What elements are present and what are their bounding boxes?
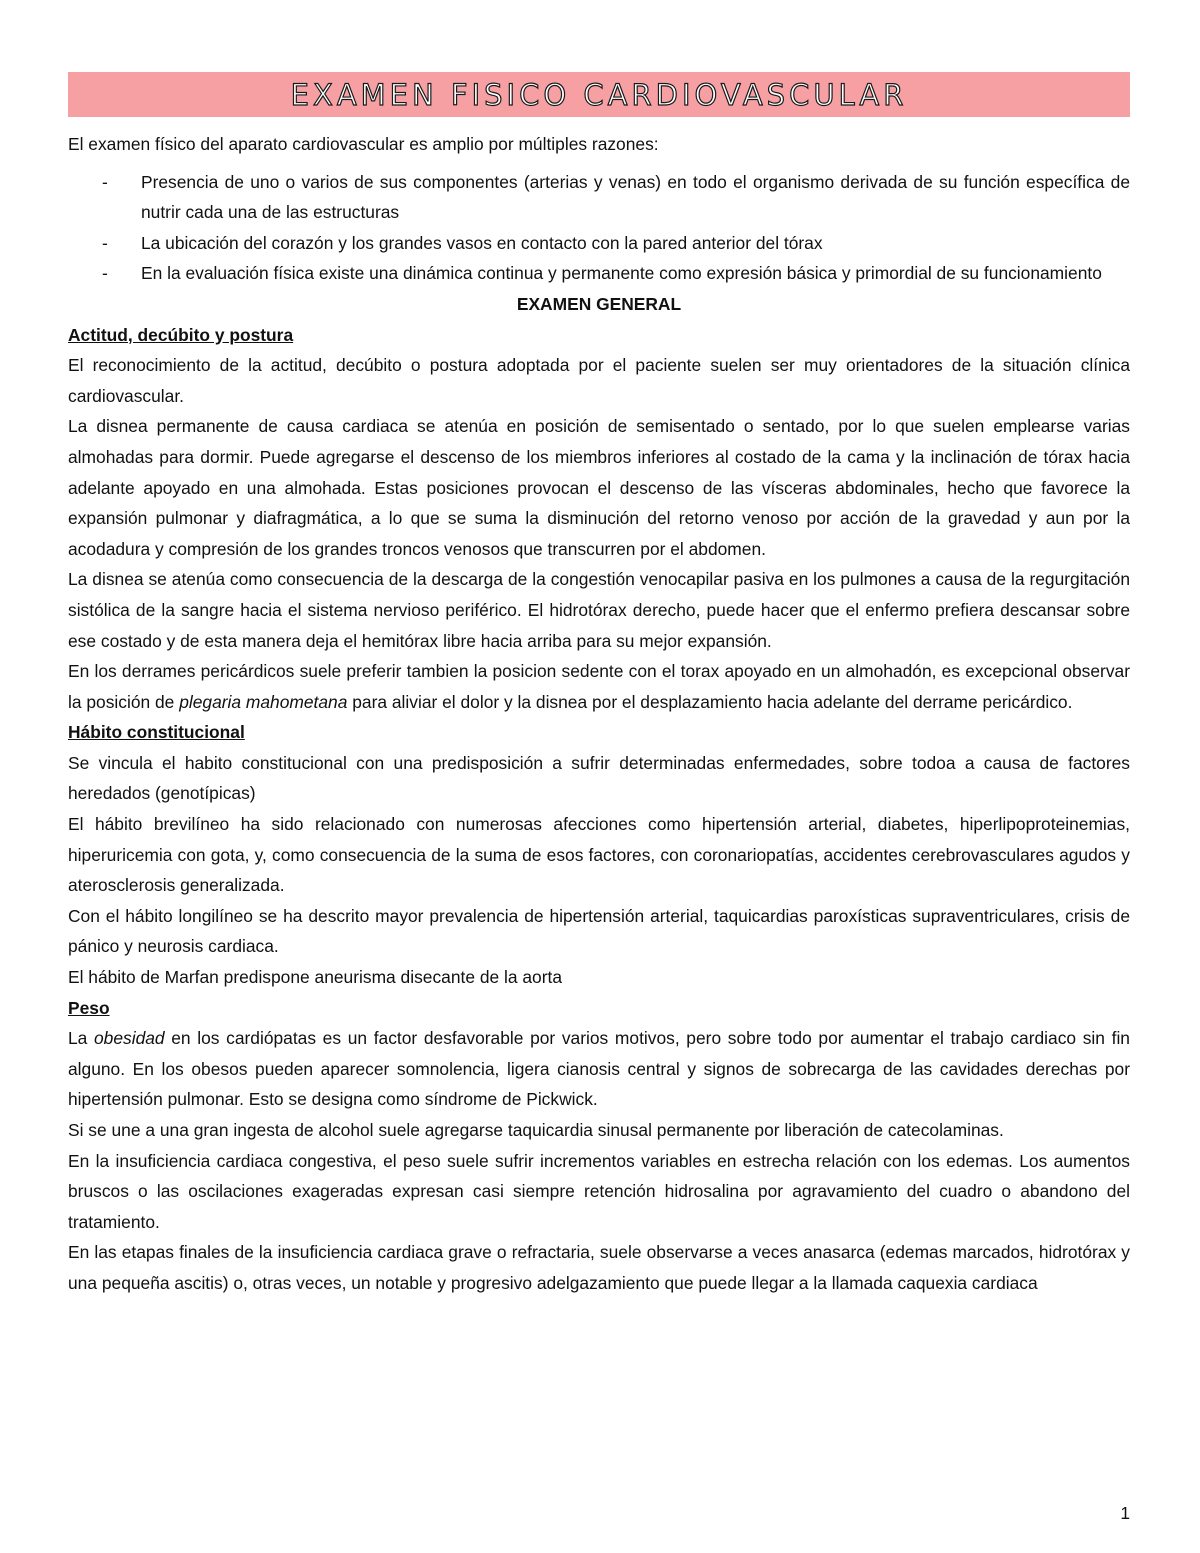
paragraph: El reconocimiento de la actitud, decúbito o postura adoptada por el paciente suelen ser muy orientadores de la situación clínica cardiovascular.: [68, 355, 1130, 406]
paragraph: La disnea permanente de causa cardiaca se atenúa en posición de semisentado o sentado, por lo que suelen emplearse varias almohadas para dormir. Puede agregarse el descenso de los miembros inferiores al costado de la cama y la inclinación de tórax hacia adelante apoyado en una almohada. Estas posiciones provocan el descenso de las vísceras abdominales, hecho que favorece la expansión pulmonar y diafragmática, a lo que se suma la disminución del retorno venoso por acción de la gravedad y aun por la acodadura y compresión de los grandes troncos venosos que transcurren por el abdomen.: [68, 416, 1130, 559]
paragraph: [68, 1023, 1130, 1115]
paragraph: La disnea se atenúa como consecuencia de la descarga de la congestión venocapilar pasiva en los pulmones a causa de la regurgitación sistólica de la sangre hacia el sistema nervioso periférico. El hidrotórax derecho, puede hacer que el enfermo prefiera descansar sobre ese costado y de esta manera deja el hemitórax libre hacia arriba para su mejor expansión.: [68, 569, 1130, 651]
document-title: EXAMEN FISICO CARDIOVASCULAR: [290, 77, 908, 112]
reasons-list: [68, 167, 1130, 289]
paragraph: Se vincula el habito constitucional con una predisposición a sufrir determinadas enfermedades, sobre todoa a causa de factores heredados (genotípicas): [68, 752, 1130, 804]
paragraph: [68, 656, 1130, 717]
italic-term: plegaria mahometana: [179, 691, 348, 712]
subsection-heading-habito: Hábito constitucional: [68, 722, 245, 743]
subsection-heading-actitud: Actitud, decúbito y postura: [68, 324, 294, 345]
text-run: En los derrames pericárdicos suele preferir tambien la posicion sedente con el torax apoyado en un almohadón, es excepcional observar la posición de: [68, 661, 1130, 712]
document-page: [68, 72, 1130, 1299]
paragraph: Con el hábito longilíneo se ha descrito mayor prevalencia de hipertensión arterial, taquicardias paroxísticas supraventriculares, crisis de pánico y neurosis cardiaca.: [68, 905, 1130, 957]
title-banner: [68, 72, 1130, 117]
text-run: en los cardiópatas es un factor desfavorable por varios motivos, pero sobre todo por aumentar el trabajo cardiaco sin fin alguno. En los obesos pueden aparecer somnolencia, ligera cianosis central y signos de sobrecarga de las cavidades derechas por hipertensión pulmonar. Esto se designa como síndrome de Pickwick.: [68, 1028, 1130, 1110]
paragraph: El hábito de Marfan predispone aneurisma disecante de la aorta: [68, 967, 563, 988]
subsection-heading-peso: Peso: [68, 997, 110, 1018]
paragraph: En las etapas finales de la insuficiencia cardiaca grave o refractaria, suele observarse a veces anasarca (edemas marcados, hidrotórax y una pequeña ascitis) o, otras veces, un notable y progresivo adelgazamiento que puede llegar a la llamada caquexia cardiaca: [68, 1242, 1130, 1293]
page-number: 1: [1120, 1503, 1130, 1523]
intro-paragraph: El examen físico del aparato cardiovascular es amplio por múltiples razones:: [68, 134, 659, 154]
list-item: - La ubicación del corazón y los grandes vasos en contacto con la pared anterior del tórax: [68, 228, 1130, 259]
list-item: - En la evaluación física existe una dinámica continua y permanente como expresión básica y primordial de su funcionamiento: [68, 258, 1130, 289]
section-title: EXAMEN GENERAL: [516, 293, 682, 314]
italic-term: obesidad: [94, 1028, 165, 1049]
text-run: La: [68, 1028, 94, 1049]
paragraph: El hábito brevilíneo ha sido relacionado con numerosas afecciones como hipertensión arterial, diabetes, hiperlipoproteinemias, hiperuricemia con gota, y, como consecuencia de la suma de esos factores, con coronariopatías, accidentes cerebrovasculares agudos y aterosclerosis generalizada.: [68, 814, 1130, 896]
paragraph: En la insuficiencia cardiaca congestiva, el peso suele sufrir incrementos variables en estrecha relación con los edemas. Los aumentos bruscos o las oscilaciones exageradas expresan casi siempre retención hidrosalina por agravamiento del cuadro o abandono del tratamiento.: [68, 1150, 1130, 1232]
text-run: para aliviar el dolor y la disnea por el desplazamiento hacia adelante del derrame pericárdico.: [347, 691, 1073, 712]
paragraph: Si se une a una gran ingesta de alcohol suele agregarse taquicardia sinusal permanente por liberación de catecolaminas.: [68, 1120, 1004, 1140]
list-item: - Presencia de uno o varios de sus componentes (arterias y venas) en todo el organismo derivada de su función específica de nutrir cada una de las estructuras: [68, 167, 1130, 228]
